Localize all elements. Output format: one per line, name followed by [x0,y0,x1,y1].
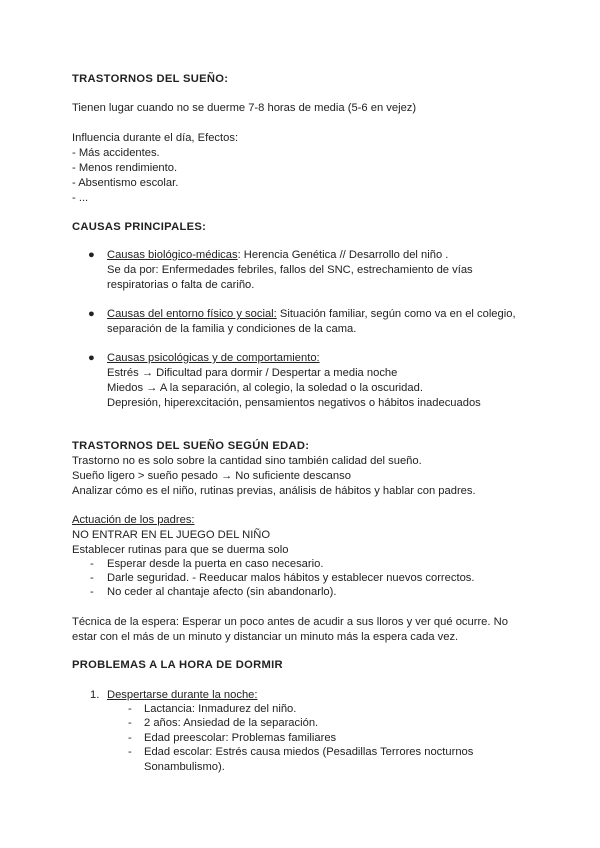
rutinas-line: Establecer rutinas para que se duerma solo [72,544,289,556]
rutina-text: No ceder al chantaje afecto (sin abandonarlo). [107,586,337,598]
effect-item: - Menos rendimiento. [72,162,178,174]
tecnica-line: estar con el más de un minuto y distanciar un minuto más la espera cada vez. [72,631,459,643]
edad-line: Trastorno no es solo sobre la cantidad sino también calidad del sueño. [72,455,422,467]
bullet-icon: ● [88,249,95,261]
problem-label: Despertarse durante la noche: [107,689,258,701]
cause-detail-line: Estrés → Dificultad para dormir / Despertar a media noche [107,367,398,379]
cause-detail-line: Miedos → A la separación, al colegio, la soledad o la oscuridad. [107,382,423,394]
section-title-segun-edad: TRASTORNOS DEL SUEÑO SEGÚN EDAD: [72,440,310,452]
actuacion-heading: Actuación de los padres: [72,514,195,526]
dash-marker: - [90,586,94,598]
dash-marker: - [128,717,132,729]
actuacion-block [72,513,532,558]
rutina-text: Darle seguridad. - Reeducar malos hábitos y establecer nuevos correctos. [107,572,475,584]
bullet-icon: ● [88,352,95,364]
dash-marker: - [128,732,132,744]
bullet-icon: ● [88,308,95,320]
dash-marker: - [128,746,132,758]
item-number: 1. [90,689,100,701]
subitem-text: Edad escolar: Estrés causa miedos (Pesadillas Terrores nocturnos [144,746,474,758]
subitem-continuation: Sonambulismo). [144,761,225,773]
cause-detail-line: respiratorias o falta de cariño. [107,279,255,291]
cause-text: Situación familiar, según como va en el colegio, [276,308,516,320]
cause-detail-line: Depresión, hiperexcitación, pensamientos negativos o hábitos inadecuados [107,397,481,409]
section-title-causas: CAUSAS PRINCIPALES: [72,221,207,233]
effects-list [72,146,532,206]
subitem-text: 2 años: Ansiedad de la separación. [144,717,319,729]
dash-marker: - [128,703,132,715]
intro-paragraph: Tienen lugar cuando no se duerme 7-8 horas de media (5-6 en vejez) [72,102,417,114]
tecnica-paragraph [72,615,542,645]
dash-marker: - [90,558,94,570]
cause-text: : Herencia Genética // Desarrollo del niño . [237,249,449,261]
rutina-text: Esperar desde la puerta en caso necesario. [107,558,324,570]
effect-item: - ... [72,192,89,204]
cause-detail-line: separación de la familia y condiciones de la cama. [107,323,357,335]
cause-label: Causas del entorno físico y social: [107,308,277,320]
cause-label: Causas psicológicas y de comportamiento: [107,352,320,364]
edad-line: Sueño ligero > sueño pesado → No suficiente descanso [72,470,351,482]
section-title-trastornos: TRASTORNOS DEL SUEÑO: [72,73,229,85]
edad-paragraph [72,454,532,499]
edad-line: Analizar cómo es el niño, rutinas previas, análisis de hábitos y hablar con padres. [72,485,476,497]
subitem-text: Edad preescolar: Problemas familiares [144,732,337,744]
no-entrar-line: NO ENTRAR EN EL JUEGO DEL NIÑO [72,529,271,541]
influence-heading: Influencia durante el día, Efectos: [72,132,239,144]
dash-marker: - [90,572,94,584]
subitem-text: Lactancia: Inmadurez del niño. [144,703,297,715]
tecnica-line: Técnica de la espera: Esperar un poco antes de acudir a sus lloros y ver qué ocurre. No [72,616,508,628]
effect-item: - Más accidentes. [72,147,160,159]
cause-detail-line: Se da por: Enfermedades febriles, fallos del SNC, estrechamiento de vías [107,264,473,276]
section-title-problemas: PROBLEMAS A LA HORA DE DORMIR [72,659,283,671]
cause-label: Causas biológico-médicas [107,249,238,261]
effect-item: - Absentismo escolar. [72,177,179,189]
